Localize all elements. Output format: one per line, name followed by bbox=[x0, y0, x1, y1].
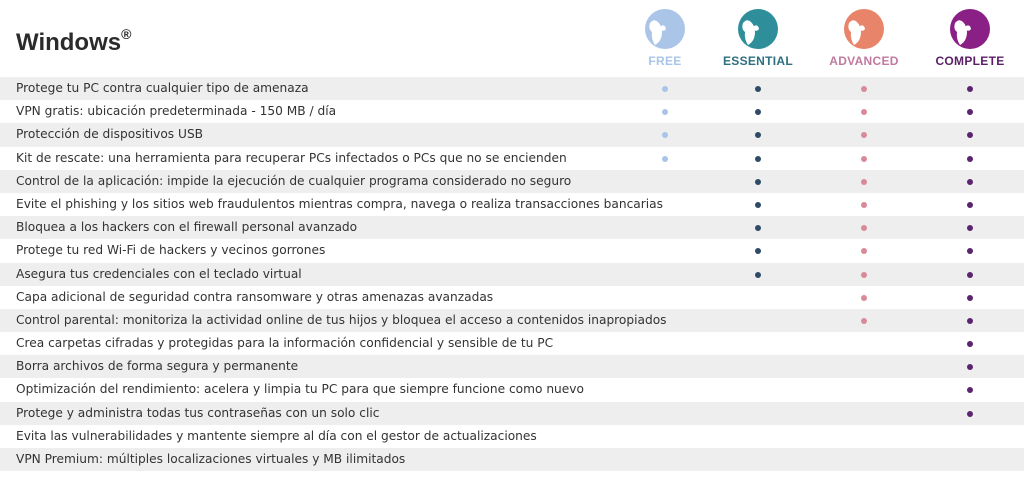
table-row bbox=[0, 263, 1024, 286]
plan-name: ADVANCED bbox=[829, 54, 899, 68]
table-row bbox=[0, 355, 1024, 378]
included-dot-complete bbox=[967, 318, 973, 324]
feature-table bbox=[0, 77, 1024, 471]
feature-label: Kit de rescate: una herramienta para recuperar PCs infectados o PCs que no se encienden bbox=[16, 150, 567, 165]
feature-label: Evita las vulnerabilidades y mantente siempre al día con el gestor de actualizaciones bbox=[16, 428, 537, 443]
table-row bbox=[0, 309, 1024, 332]
table-row bbox=[0, 170, 1024, 193]
page-title-text: Windows bbox=[16, 29, 122, 56]
included-dot-free bbox=[662, 132, 668, 138]
included-dot-complete bbox=[967, 272, 973, 278]
included-dot-advanced bbox=[861, 86, 867, 92]
included-dot-essential bbox=[755, 109, 761, 115]
included-dot-advanced bbox=[861, 295, 867, 301]
table-row bbox=[0, 100, 1024, 123]
bear-logo-complete-icon bbox=[949, 8, 991, 50]
table-row bbox=[0, 448, 1024, 471]
plan-essential bbox=[703, 8, 813, 68]
included-dot-essential bbox=[755, 225, 761, 231]
plan-name: FREE bbox=[648, 54, 682, 68]
table-row bbox=[0, 193, 1024, 216]
included-dot-complete bbox=[967, 341, 973, 347]
table-row bbox=[0, 77, 1024, 100]
table-row bbox=[0, 425, 1024, 448]
included-dot-essential bbox=[755, 132, 761, 138]
included-dot-complete bbox=[967, 86, 973, 92]
feature-label: Protección de dispositivos USB bbox=[16, 127, 204, 142]
table-row bbox=[0, 239, 1024, 262]
included-dot-complete bbox=[967, 109, 973, 115]
page-title bbox=[16, 28, 131, 57]
feature-label: Protege tu PC contra cualquier tipo de amenaza bbox=[16, 81, 309, 95]
included-dot-advanced bbox=[861, 179, 867, 185]
included-dot-advanced bbox=[861, 225, 867, 231]
table-row bbox=[0, 123, 1024, 146]
feature-label: VPN gratis: ubicación predeterminada - 150 MB / día bbox=[16, 104, 337, 119]
included-dot-complete bbox=[967, 132, 973, 138]
feature-label: Borra archivos de forma segura y permanente bbox=[16, 359, 299, 374]
feature-label: Evite el phishing y los sitios web fraudulentos mientras compra, navega o realiza transacciones bancarias bbox=[16, 196, 663, 211]
included-dot-essential bbox=[755, 156, 761, 162]
included-dot-free bbox=[662, 109, 668, 115]
bear-logo-essential-icon bbox=[737, 8, 779, 50]
included-dot-advanced bbox=[861, 156, 867, 162]
table-row bbox=[0, 332, 1024, 355]
included-dot-free bbox=[662, 156, 668, 162]
included-dot-advanced bbox=[861, 132, 867, 138]
included-dot-advanced bbox=[861, 318, 867, 324]
included-dot-complete bbox=[967, 225, 973, 231]
included-dot-essential bbox=[755, 248, 761, 254]
included-dot-complete bbox=[967, 156, 973, 162]
included-dot-essential bbox=[755, 272, 761, 278]
included-dot-complete bbox=[967, 364, 973, 370]
table-row bbox=[0, 402, 1024, 425]
table-row bbox=[0, 216, 1024, 239]
registered-mark: ® bbox=[121, 26, 132, 42]
included-dot-complete bbox=[967, 411, 973, 417]
included-dot-advanced bbox=[861, 248, 867, 254]
included-dot-complete bbox=[967, 179, 973, 185]
feature-label: Capa adicional de seguridad contra ransomware y otras amenazas avanzadas bbox=[16, 289, 494, 304]
feature-label: Control de la aplicación: impide la ejecución de cualquier programa considerado no seguro bbox=[16, 173, 572, 188]
bear-logo-free-icon bbox=[644, 8, 686, 50]
bear-logo-advanced-icon bbox=[843, 8, 885, 50]
feature-label: Protege tu red Wi-Fi de hackers y vecinos gorrones bbox=[16, 243, 326, 258]
plan-complete bbox=[915, 8, 1024, 68]
feature-label: VPN Premium: múltiples localizaciones virtuales y MB ilimitados bbox=[16, 452, 406, 466]
included-dot-advanced bbox=[861, 272, 867, 278]
feature-label: Control parental: monitoriza la actividad online de tus hijos y bloquea el acceso a contenidos inapropiados bbox=[16, 312, 667, 327]
table-row bbox=[0, 147, 1024, 170]
feature-label: Crea carpetas cifradas y protegidas para la información confidencial y sensible de tu PC bbox=[16, 336, 554, 351]
included-dot-advanced bbox=[861, 109, 867, 115]
feature-label: Optimización del rendimiento: acelera y limpia tu PC para que siempre funcione como nuevo bbox=[16, 382, 584, 397]
feature-label: Bloquea a los hackers con el firewall personal avanzado bbox=[16, 220, 358, 235]
table-row bbox=[0, 378, 1024, 401]
table-row bbox=[0, 286, 1024, 309]
included-dot-complete bbox=[967, 387, 973, 393]
included-dot-free bbox=[662, 86, 668, 92]
included-dot-essential bbox=[755, 179, 761, 185]
plan-name: COMPLETE bbox=[935, 54, 1005, 68]
feature-label: Asegura tus credenciales con el teclado virtual bbox=[16, 266, 302, 281]
included-dot-advanced bbox=[861, 202, 867, 208]
included-dot-complete bbox=[967, 202, 973, 208]
included-dot-essential bbox=[755, 86, 761, 92]
plan-advanced bbox=[809, 8, 919, 68]
included-dot-complete bbox=[967, 248, 973, 254]
included-dot-essential bbox=[755, 202, 761, 208]
plan-name: ESSENTIAL bbox=[722, 54, 794, 68]
feature-label: Protege y administra todas tus contraseñas con un solo clic bbox=[16, 405, 380, 420]
included-dot-complete bbox=[967, 295, 973, 301]
